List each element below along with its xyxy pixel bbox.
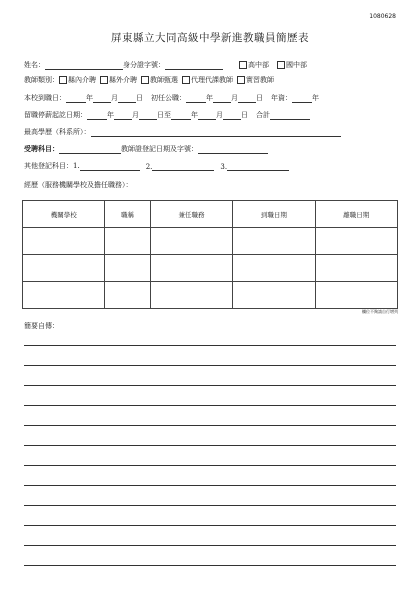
table-cell[interactable] xyxy=(233,282,315,309)
name-label: 姓名： xyxy=(24,61,45,69)
first-month-field[interactable] xyxy=(213,92,231,103)
year-unit: 年 xyxy=(191,111,198,119)
table-cell[interactable] xyxy=(105,282,150,309)
leave-start-month-field[interactable] xyxy=(114,109,132,120)
in-county-transfer-label: 縣內介聘 xyxy=(68,76,96,84)
row-start-date xyxy=(24,91,319,103)
education-field[interactable] xyxy=(91,126,341,137)
cert-label: 教師證登記日期及字號： xyxy=(121,145,198,153)
name-field[interactable] xyxy=(45,59,123,70)
leave-period-label: 留職停薪起訖日期： xyxy=(24,111,87,119)
start-month-field[interactable] xyxy=(93,92,111,103)
col-title: 職稱 xyxy=(105,201,150,228)
table-cell[interactable] xyxy=(315,255,397,282)
bio-label: 簡要自傳： xyxy=(24,322,59,330)
row-teacher-type xyxy=(24,73,274,85)
table-cell[interactable] xyxy=(315,228,397,255)
bio-line[interactable] xyxy=(24,365,396,366)
month-unit: 月 xyxy=(111,94,118,102)
total-label: 合計 xyxy=(256,111,270,119)
subject-field[interactable] xyxy=(59,143,121,154)
high-school-checkbox[interactable] xyxy=(239,61,247,69)
start-year-field[interactable] xyxy=(66,92,86,103)
table-cell[interactable] xyxy=(105,255,150,282)
substitute-teacher-checkbox[interactable] xyxy=(182,76,190,84)
col-concurrent-duty: 兼任職務 xyxy=(150,201,232,228)
table-cell[interactable] xyxy=(315,282,397,309)
bio-line[interactable] xyxy=(24,525,396,526)
other-subjects-label: 其他登記科目：1. xyxy=(24,162,80,170)
table-note: 欄位不夠請自行增列 xyxy=(362,309,398,314)
table-cell[interactable] xyxy=(23,255,105,282)
table-cell[interactable] xyxy=(150,282,232,309)
day-to-unit: 日至 xyxy=(157,111,171,119)
experience-table xyxy=(22,200,398,309)
junior-high-label: 國中部 xyxy=(286,61,307,69)
substitute-teacher-label: 代理代課教師 xyxy=(191,76,233,84)
experience-label: 經歷（服務機關學校及擔任職務）： xyxy=(24,181,133,189)
teacher-selection-label: 教師甄選 xyxy=(150,76,178,84)
table-cell[interactable] xyxy=(23,228,105,255)
teacher-selection-checkbox[interactable] xyxy=(141,76,149,84)
item-2-label: 2. xyxy=(145,163,153,171)
row-experience xyxy=(24,178,133,190)
bio-line[interactable] xyxy=(24,405,396,406)
id-number-field[interactable] xyxy=(165,59,223,70)
row-other-subjects xyxy=(24,159,289,171)
bio-line[interactable] xyxy=(24,385,396,386)
table-cell[interactable] xyxy=(105,228,150,255)
table-cell[interactable] xyxy=(150,228,232,255)
teacher-type-label: 教師類別： xyxy=(24,76,59,84)
document-code: 1080628 xyxy=(369,13,396,20)
total-field[interactable] xyxy=(270,109,310,120)
leave-end-day-field[interactable] xyxy=(223,109,241,120)
seniority-field[interactable] xyxy=(292,92,312,103)
other-subject-2-field[interactable] xyxy=(152,160,214,171)
month-unit: 月 xyxy=(132,111,139,119)
cert-field[interactable] xyxy=(198,143,268,154)
table-row xyxy=(23,255,398,282)
year-unit: 年 xyxy=(86,94,93,102)
other-subject-1-field[interactable] xyxy=(80,160,140,171)
bio-line[interactable] xyxy=(24,465,396,466)
leave-start-day-field[interactable] xyxy=(139,109,157,120)
day-unit: 日 xyxy=(256,94,263,102)
day-unit: 日 xyxy=(241,111,248,119)
bio-line[interactable] xyxy=(24,545,396,546)
in-county-transfer-checkbox[interactable] xyxy=(59,76,67,84)
first-year-field[interactable] xyxy=(186,92,206,103)
education-label: 最高學歷（科系所）： xyxy=(24,128,91,136)
row-leave-period xyxy=(24,108,310,120)
year-unit: 年 xyxy=(206,94,213,102)
day-unit: 日 xyxy=(136,94,143,102)
first-public-label: 初任公職： xyxy=(151,94,186,102)
row-bio xyxy=(24,319,59,331)
bio-line[interactable] xyxy=(24,345,396,346)
out-county-transfer-label: 縣外介聘 xyxy=(109,76,137,84)
row-name xyxy=(24,58,307,70)
leave-end-year-field[interactable] xyxy=(171,109,191,120)
junior-high-checkbox[interactable] xyxy=(277,61,285,69)
year-unit: 年 xyxy=(312,94,319,102)
bio-line[interactable] xyxy=(24,445,396,446)
high-school-label: 高中部 xyxy=(248,61,269,69)
table-row xyxy=(23,282,398,309)
table-cell[interactable] xyxy=(150,255,232,282)
first-day-field[interactable] xyxy=(238,92,256,103)
intern-teacher-label: 實習教師 xyxy=(246,76,274,84)
col-institution: 機關學校 xyxy=(23,201,105,228)
table-row xyxy=(23,228,398,255)
table-cell[interactable] xyxy=(23,282,105,309)
start-date-label: 本校到職日： xyxy=(24,94,66,102)
month-unit: 月 xyxy=(216,111,223,119)
month-unit: 月 xyxy=(231,94,238,102)
table-cell[interactable] xyxy=(233,255,315,282)
start-day-field[interactable] xyxy=(118,92,136,103)
col-end-date: 離職日期 xyxy=(315,201,397,228)
year-unit: 年 xyxy=(107,111,114,119)
leave-end-month-field[interactable] xyxy=(198,109,216,120)
bio-line[interactable] xyxy=(24,505,396,506)
id-label: 身分證字號： xyxy=(123,61,165,69)
col-start-date: 到職日期 xyxy=(233,201,315,228)
subject-label: 受聘科目： xyxy=(24,144,59,153)
bio-line[interactable] xyxy=(24,485,396,486)
table-header-row xyxy=(23,201,398,228)
table-cell[interactable] xyxy=(233,228,315,255)
item-3-label: 3. xyxy=(220,163,228,171)
bio-line[interactable] xyxy=(24,425,396,426)
intern-teacher-checkbox[interactable] xyxy=(237,76,245,84)
bio-line[interactable] xyxy=(24,565,396,566)
out-county-transfer-checkbox[interactable] xyxy=(100,76,108,84)
leave-start-year-field[interactable] xyxy=(87,109,107,120)
other-subject-3-field[interactable] xyxy=(227,160,289,171)
page-title: 屏東縣立大同高級中學新進教職員簡歷表 xyxy=(111,32,309,44)
row-subject xyxy=(24,142,268,154)
row-education xyxy=(24,125,341,137)
seniority-label: 年資： xyxy=(271,94,292,102)
